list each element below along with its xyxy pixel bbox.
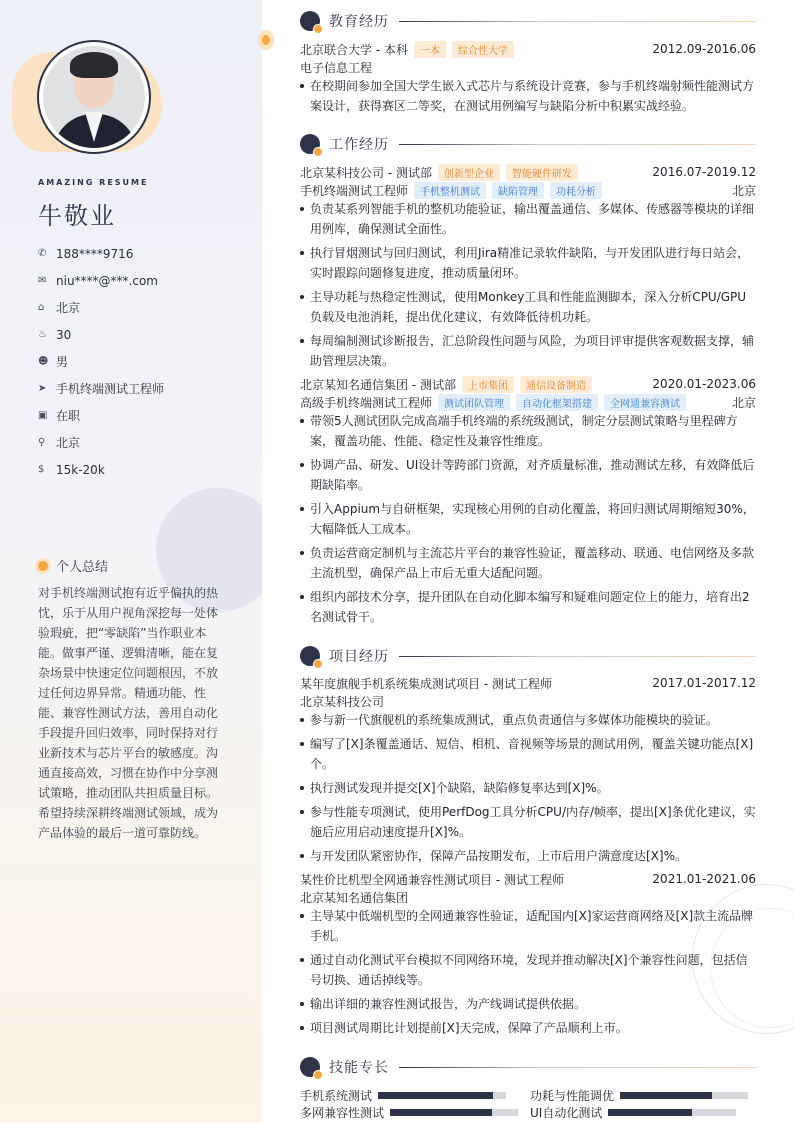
skill-item: 多网兼容性测试 xyxy=(300,1104,518,1120)
skill-bar xyxy=(608,1109,736,1116)
avatar xyxy=(37,40,151,154)
list-item: 在校期间参加全国大学生嵌入式芯片与系统设计竞赛，参与手机终端射频性能测试方案设计，获得赛区二等奖，在测试用例编写与缺陷分析中积累实战经验。 xyxy=(300,76,756,116)
location-pin-icon: ⚲ xyxy=(38,437,46,448)
summary-text: 对手机终端测试抱有近乎偏执的热忱，乐于从用户视角深挖每一处体验瑕疵，把“零缺陷”当作职业本能。做事严谨、逻辑清晰，能在复杂场景中快速定位问题根因，不放过任何边界异常。精通功能、性能、兼容性测试方法，善用自动化手段提升回归效率，同时保持对行业新技术与芯片平台的敏感度。沟通直接高效，习惯在协作中分享测试策略，推动团队共担质量目标。希望持续深耕终端测试领域，成为产品体验的最后一道可靠防线。 xyxy=(38,586,219,840)
job-role: 高级手机终端测试工程师 xyxy=(300,395,433,410)
project-bullets xyxy=(300,906,756,1042)
company-name: 北京某知名通信集团 - 测试部 xyxy=(300,377,456,392)
list-item: 通过自动化测试平台模拟不同网络环境，发现并推动解决[X]个兼容性问题，包括信号切换、通话掉线等。 xyxy=(300,950,756,990)
job-company-row xyxy=(300,163,756,181)
list-item: 主导功耗与热稳定性测试，使用Monkey工具和性能监测脚本，深入分析CPU/GPU负载及电池消耗，提出优化建议，有效降低待机功耗。 xyxy=(300,287,756,327)
role-tag: 自动化框架搭建 xyxy=(516,394,598,411)
send-icon: ➤ xyxy=(38,383,47,394)
skill-bar xyxy=(390,1109,518,1116)
list-item: 参与新一代旗舰机的系统集成测试，重点负责通信与多媒体功能模块的验证。 xyxy=(300,710,756,730)
project-bullets xyxy=(300,710,756,870)
job-role-row xyxy=(300,393,756,411)
skills-heading: 技能专长 xyxy=(300,1057,756,1077)
role-tag: 测试团队管理 xyxy=(438,394,510,411)
project-name: 某性价比机型全网通兼容性测试项目 - 测试工程师 xyxy=(300,872,564,887)
list-item: 编写了[X]条覆盖通话、短信、相机、音视频等场景的测试用例，覆盖关键功能点[X]个。 xyxy=(300,734,756,774)
job-role-row xyxy=(300,181,756,199)
job-period: 2020.01-2023.06 xyxy=(652,377,756,391)
info-gender: ☻ 男 xyxy=(38,355,69,369)
decor-dot-inner xyxy=(262,35,270,45)
list-item: 主导某中低端机型的全网通兼容性验证，适配国内[X]家运营商网络及[X]款主流品牌手机。 xyxy=(300,906,756,946)
project-name: 某年度旗舰手机系统集成测试项目 - 测试工程师 xyxy=(300,676,552,691)
role-tag: 缺陷管理 xyxy=(492,182,544,199)
project-title-row xyxy=(300,674,756,692)
role-tag: 全网通兼容测试 xyxy=(604,394,686,411)
info-phone: ✆ 188****9716 xyxy=(38,246,134,261)
candidate-name: 牛敬业 xyxy=(38,202,116,230)
skill-item: 手机系统测试 xyxy=(300,1087,506,1103)
briefcase-icon: ▣ xyxy=(38,410,48,421)
list-item: 参与性能专项测试，使用PerfDog工具分析CPU/内存/帧率，提出[X]条优化建议，实施后应用启动速度提升[X]%。 xyxy=(300,802,756,842)
role-tag: 手机整机测试 xyxy=(414,182,486,199)
info-salary: $ 15k-20k xyxy=(38,462,105,477)
education-major: 电子信息工程 xyxy=(300,60,373,75)
skill-bar-fill xyxy=(620,1092,712,1099)
sidebar xyxy=(0,0,262,1123)
projects-heading: 项目经历 xyxy=(300,646,756,666)
job-period: 2016.07-2019.12 xyxy=(652,165,756,179)
education-period: 2012.09-2016.06 xyxy=(652,42,756,56)
list-item: 项目测试周期比计划提前[X]天完成，保障了产品顺利上市。 xyxy=(300,1018,756,1038)
phone-icon: ✆ xyxy=(38,248,47,259)
avatar-photo xyxy=(43,46,145,148)
section-icon xyxy=(300,134,320,154)
section-icon xyxy=(300,11,320,31)
salary-icon: $ xyxy=(38,464,45,475)
job-bullets xyxy=(300,411,756,631)
section-icon xyxy=(300,646,320,666)
info-city: ⚲ 北京 xyxy=(38,436,81,450)
education-heading: 教育经历 xyxy=(300,11,756,31)
home-icon: ⌂ xyxy=(38,302,45,313)
skill-item: UI自动化测试 xyxy=(530,1104,736,1120)
job-role: 手机终端测试工程师 xyxy=(300,183,409,198)
skill-bar xyxy=(378,1092,506,1099)
list-item: 负责某系列智能手机的整机功能验证，输出覆盖通信、多媒体、传感器等模块的详细用例库，确保测试全面性。 xyxy=(300,199,756,239)
project-org: 北京某知名通信集团 xyxy=(300,890,409,905)
project-period: 2021.01-2021.06 xyxy=(652,872,756,886)
mail-icon: ✉ xyxy=(38,275,47,286)
company-tag: 智能硬件研发 xyxy=(506,164,578,181)
skill-bar-fill xyxy=(608,1109,691,1116)
list-item: 带领5人测试团队完成高端手机终端的系统级测试，制定分层测试策略与里程碑方案，覆盖功能、性能、稳定性及兼容性维度。 xyxy=(300,411,756,451)
list-item: 执行冒烟测试与回归测试，利用Jira精准记录软件缺陷，与开发团队进行每日站会，实时跟踪问题修复进度，推动质量闭环。 xyxy=(300,243,756,283)
cake-icon: ♨ xyxy=(38,329,47,340)
work-heading: 工作经历 xyxy=(300,134,756,154)
project-title-row xyxy=(300,870,756,888)
project-org: 北京某科技公司 xyxy=(300,694,385,709)
skill-bar-fill xyxy=(390,1109,492,1116)
job-company-row xyxy=(300,375,756,393)
company-tag: 上市集团 xyxy=(462,376,514,393)
list-item: 与开发团队紧密协作，保障产品按期发布，上市后用户满意度达[X]%。 xyxy=(300,846,756,866)
school-tag: 综合性大学 xyxy=(452,41,514,58)
info-status: ▣ 在职 xyxy=(38,409,81,423)
company-name: 北京某科技公司 - 测试部 xyxy=(300,165,432,180)
company-tag: 通信设备制造 xyxy=(520,376,592,393)
list-item: 组织内部技术分享，提升团队在自动化脚本编写和疑难问题定位上的能力，培育出2名测试骨干。 xyxy=(300,587,756,627)
skill-item: 功耗与性能调优 xyxy=(530,1087,748,1103)
personal-info-list xyxy=(38,240,238,483)
role-tag: 功耗分析 xyxy=(550,182,602,199)
info-position: ➤ 手机终端测试工程师 xyxy=(38,382,165,396)
school-tag: 一本 xyxy=(414,41,446,58)
job-city: 北京 xyxy=(731,395,756,410)
education-bullets xyxy=(300,76,756,120)
skill-bar-fill xyxy=(378,1092,493,1099)
summary-heading: 个人总结 xyxy=(38,556,108,575)
list-item: 负责运营商定制机与主流芯片平台的兼容性验证，覆盖移动、联通、电信网络及多款主流机型，确保产品上市后无重大适配问题。 xyxy=(300,543,756,583)
education-school-row xyxy=(300,40,756,58)
info-hometown: ⌂ 北京 xyxy=(38,301,81,315)
job-bullets xyxy=(300,199,756,375)
project-period: 2017.01-2017.12 xyxy=(652,676,756,690)
info-age: ♨ 30 xyxy=(38,327,72,342)
list-item: 执行测试发现并提交[X]个缺陷，缺陷修复率达到[X]%。 xyxy=(300,778,756,798)
brand-label: AMAZING RESUME xyxy=(38,178,149,187)
list-item: 输出详细的兼容性测试报告，为产线调试提供依据。 xyxy=(300,994,756,1014)
section-icon xyxy=(300,1057,320,1077)
list-item: 每周编制测试诊断报告，汇总阶段性问题与风险，为项目评审提供客观数据支撑，辅助管理层决策。 xyxy=(300,331,756,371)
list-item: 协调产品、研发、UI设计等跨部门资源，对齐质量标准，推动测试左移，有效降低后期缺陷率。 xyxy=(300,455,756,495)
school-name: 北京联合大学 - 本科 xyxy=(300,42,408,57)
summary-dot-icon xyxy=(38,561,48,571)
skill-bar xyxy=(620,1092,748,1099)
list-item: 引入Appium与自研框架，实现核心用例的自动化覆盖，将回归测试周期缩短30%，大幅降低人工成本。 xyxy=(300,499,756,539)
job-city: 北京 xyxy=(731,183,756,198)
info-email: ✉ niu****@***.com xyxy=(38,273,158,288)
gender-icon: ☻ xyxy=(38,356,49,367)
company-tag: 创新型企业 xyxy=(438,164,500,181)
